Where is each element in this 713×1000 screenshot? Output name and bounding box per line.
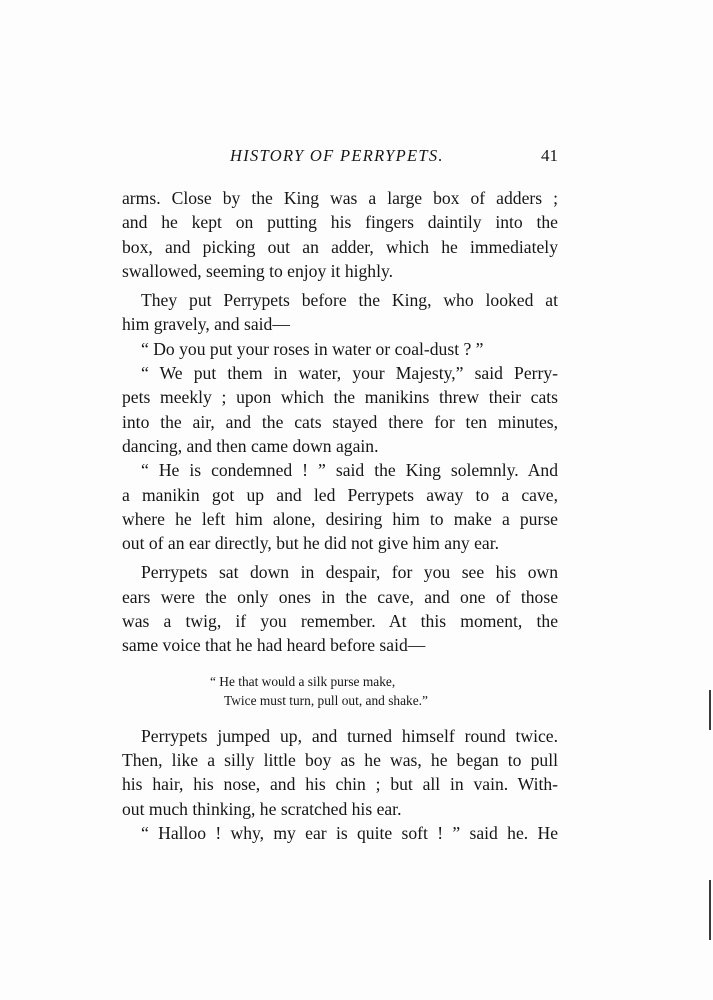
verse-line: Twice must turn, pull out, and shake.” bbox=[224, 692, 428, 708]
page-number: 41 bbox=[541, 146, 558, 165]
text-line: out much thinking, he scratched his ear. bbox=[122, 798, 402, 819]
paragraph bbox=[122, 288, 558, 337]
text-line: swallowed, seeming to enjoy it highly. bbox=[122, 260, 394, 281]
verse-quote bbox=[122, 672, 558, 710]
running-title: HISTORY OF PERRYPETS. bbox=[230, 146, 444, 165]
text-line: They put Perrypets before the King, who looked at bbox=[141, 290, 558, 311]
text-line: out of an ear directly, but he did not give him any ear. bbox=[122, 533, 500, 554]
text-line: Perrypets jumped up, and turned himself round twice. bbox=[141, 725, 558, 746]
paragraph bbox=[122, 458, 558, 555]
text-line: box, and picking out an adder, which he immediately bbox=[122, 236, 558, 257]
scan-edge-mark bbox=[709, 880, 711, 940]
text-line: a manikin got up and led Perrypets away to a cave, bbox=[122, 484, 558, 505]
paragraph bbox=[122, 821, 558, 845]
text-line: Then, like a silly little boy as he was, he began to pull bbox=[122, 749, 558, 770]
text-line: where he left him alone, desiring him to make a purse bbox=[122, 508, 558, 529]
paragraph bbox=[122, 560, 558, 657]
verse-line: “ He that would a silk purse make, bbox=[210, 673, 396, 689]
text-line: “ Do you put your roses in water or coal-dust ? ” bbox=[141, 338, 484, 359]
text-line: and he kept on putting his fingers daintily into the bbox=[122, 212, 558, 233]
scan-edge-mark bbox=[709, 690, 711, 730]
text-line: ears were the only ones in the cave, and one of those bbox=[122, 586, 558, 607]
paragraph bbox=[122, 337, 558, 361]
paragraph bbox=[122, 186, 558, 283]
text-line: his hair, his nose, and his chin ; but all in vain. With- bbox=[122, 774, 558, 795]
text-line: him gravely, and said— bbox=[122, 314, 290, 335]
text-line: same voice that he had heard before said— bbox=[122, 635, 426, 656]
paragraph bbox=[122, 724, 558, 821]
text-line: “ We put them in water, your Majesty,” said Perry- bbox=[141, 363, 558, 384]
text-line: “ He is condemned ! ” said the King solemnly. And bbox=[141, 460, 558, 481]
body-text bbox=[122, 186, 558, 845]
text-line: “ Halloo ! why, my ear is quite soft ! ” said he. He bbox=[141, 822, 558, 843]
text-line: was a twig, if you remember. At this moment, the bbox=[122, 611, 558, 632]
text-line: into the air, and the cats stayed there for ten minutes, bbox=[122, 411, 558, 432]
text-line: Perrypets sat down in despair, for you see his own bbox=[141, 562, 558, 583]
running-head bbox=[122, 146, 558, 170]
text-line: arms. Close by the King was a large box of adders ; bbox=[122, 188, 558, 208]
paragraph bbox=[122, 361, 558, 458]
text-line: dancing, and then came down again. bbox=[122, 435, 379, 456]
text-line: pets meekly ; upon which the manikins threw their cats bbox=[122, 387, 558, 408]
